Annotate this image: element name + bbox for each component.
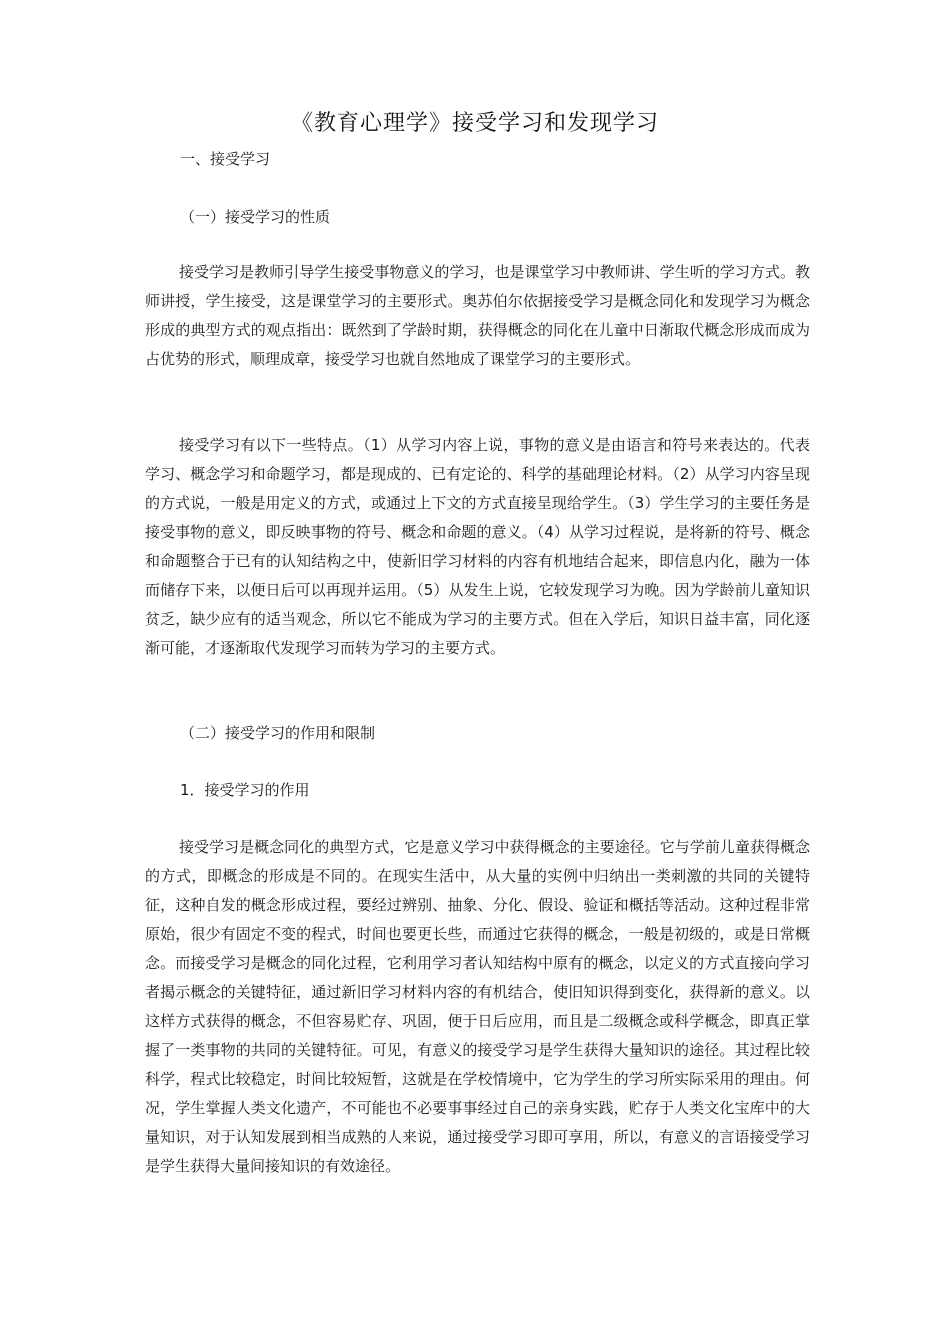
- subsection-heading-nature: （一）接受学习的性质: [180, 208, 331, 226]
- paragraph-features: 接受学习有以下一些特点。（1）从学习内容上说，事物的意义是由语言和符号来表达的。代表学习、概念学习和命题学习，都是现成的、已有定论的、科学的基础理论材料。（2）从学习内容呈现的方式说，一般是用定义的方式，或通过上下文的方式直接呈现给学生。（3）学生学习的主要任务是接受事物的意义，即反映事物的符号、概念和命题的意义。（4）从学习过程说，是将新的符号、概念和命题整合于已有的认知结构之中，使新旧学习材料的内容有机地结合起来，即信息内化，融为一体而储存下来，以便日后可以再现并运用。（5）从发生上说，它较发现学习为晚。因为学龄前儿童知识贫乏，缺少应有的适当观念，所以它不能成为学习的主要方式。但在入学后，知识日益丰富，同化逐渐可能，才逐渐取代发现学习而转为学习的主要方式。: [145, 436, 810, 657]
- section-heading-receptive-learning: 一、接受学习: [180, 150, 271, 168]
- paragraph-nature: 接受学习是教师引导学生接受事物意义的学习，也是课堂学习中教师讲、学生听的学习方式。教师讲授，学生接受，这是课堂学习的主要形式。奥苏伯尔依据接受学习是概念同化和发现学习为概念形成的典型方式的观点指出：既然到了学龄时期，获得概念的同化在儿童中日渐取代概念形成而成为占优势的形式，顺理成章，接受学习也就自然地成了课堂学习的主要形式。: [145, 263, 810, 368]
- document-title: 《教育心理学》接受学习和发现学习: [290, 111, 659, 136]
- item-heading-role: 1．接受学习的作用: [180, 781, 310, 799]
- subsection-heading-role-and-limits: （二）接受学习的作用和限制: [180, 724, 376, 742]
- paragraph-role: 接受学习是概念同化的典型方式，它是意义学习中获得概念的主要途径。它与学前儿童获得概念的方式，即概念的形成是不同的。在现实生活中，从大量的实例中归纳出一类刺激的共同的关键特征，这种自发的概念形成过程，要经过辨别、抽象、分化、假设、验证和概括等活动。这种过程非常原始，很少有固定不变的程式，时间也要更长些，而通过它获得的概念，一般是初级的，或是日常概念。而接受学习是概念的同化过程，它利用学习者认知结构中原有的概念，以定义的方式直接向学习者揭示概念的关键特征，通过新旧学习材料内容的有机结合，使旧知识得到变化，获得新的意义。以这样方式获得的概念，不但容易贮存、巩固，便于日后应用，而且是二级概念或科学概念，即真正掌握了一类事物的共同的关键特征。可见，有意义的接受学习是学生获得大量知识的途径。其过程比较科学，程式比较稳定，时间比较短暂，这就是在学校情境中，它为学生的学习所实际采用的理由。何况，学生掌握人类文化遗产，不可能也不必要事事经过自己的亲身实践，贮存于人类文化宝库中的大量知识，对于认知发展到相当成熟的人来说，通过接受学习即可享用，所以，有意义的言语接受学习是学生获得大量间接知识的有效途径。: [145, 838, 810, 1175]
